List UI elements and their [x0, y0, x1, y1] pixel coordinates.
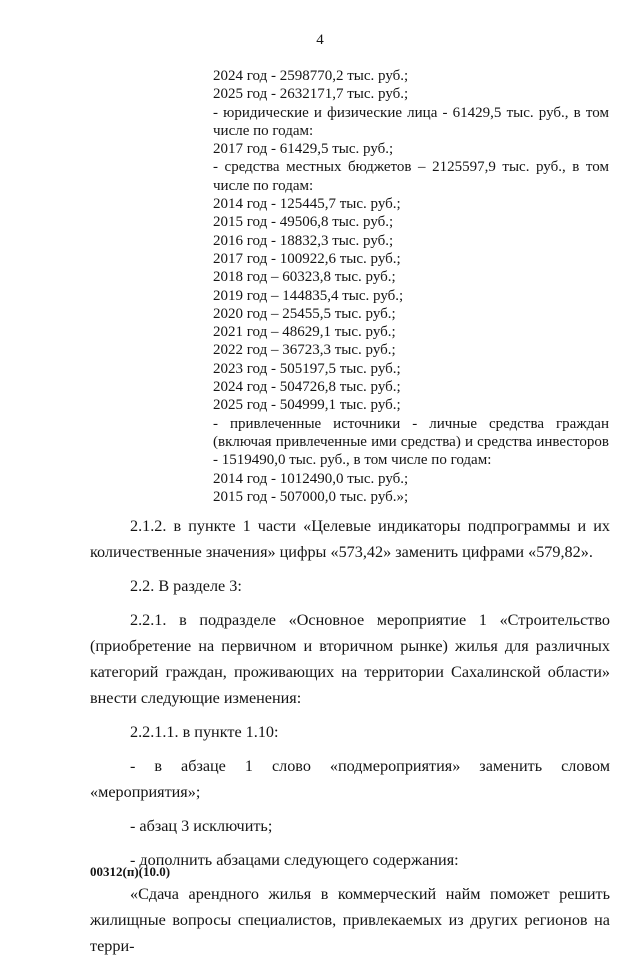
document-code: 00312(п)(10.0): [90, 864, 171, 879]
list-line: 2018 год – 60323,8 тыс. руб.;: [213, 269, 396, 286]
paragraph: - в абзаце 1 слово «подмероприятия» заменить словом «мероприятия»;: [90, 757, 610, 801]
paragraph: «Сдача арендного жилья в коммерческий найм поможет решить жилищные вопросы специалистов, привлекаемых из других регионов на терри-: [90, 885, 610, 955]
list-line: 2024 год - 2598770,2 тыс. руб.;: [213, 68, 409, 84]
paragraph: 2.2.1. в подразделе «Основное мероприятие 1 «Строительство (приобретение на первичном и вторичном рынке) жилья для различных категорий граждан, проживающих на территории Сахалинской области» внести следующие изменения:: [90, 611, 610, 707]
paragraph: - абзац 3 исключить;: [130, 817, 273, 835]
list-line: 2015 год - 49506,8 тыс. руб.;: [213, 214, 394, 231]
list-line: 2023 год - 505197,5 тыс. руб.;: [213, 360, 401, 377]
list-line: 2017 год - 100922,6 тыс. руб.;: [213, 250, 401, 267]
list-line: - средства местных бюджетов – 2125597,9 тыс. руб., в том числе по годам:: [213, 159, 609, 194]
list-line: 2025 год - 504999,1 тыс. руб.;: [213, 397, 401, 414]
paragraph: 2.2. В разделе 3:: [130, 577, 242, 595]
list-line: 2015 год - 507000,0 тыс. руб.»;: [213, 488, 409, 505]
list-line: 2019 год – 144835,4 тыс. руб.;: [213, 287, 404, 304]
list-line: 2016 год - 18832,3 тыс. руб.;: [213, 232, 394, 249]
list-line: 2025 год - 2632171,7 тыс. руб.;: [213, 86, 409, 103]
paragraph: 2.1.2. в пункте 1 части «Целевые индикаторы подпрограммы и их количественные значения» цифры «573,42» заменить цифрами «579,82».: [90, 517, 610, 561]
amendment-text: [90, 513, 610, 959]
list-line: - привлеченные источники - личные средства граждан (включая привлеченные ими средства) и средства инвесторов - 1519490,0 тыс. руб., в том числе по годам:: [213, 415, 609, 469]
list-line: - юридические и физические лица - 61429,5 тыс. руб., в том числе по годам:: [213, 104, 609, 139]
page-number: 4: [316, 32, 324, 48]
list-line: 2017 год - 61429,5 тыс. руб.;: [213, 141, 394, 158]
list-line: 2014 год - 1012490,0 тыс. руб.;: [213, 470, 409, 487]
list-line: 2020 год – 25455,5 тыс. руб.;: [213, 305, 396, 322]
funding-list: [213, 67, 609, 506]
list-line: 2021 год – 48629,1 тыс. руб.;: [213, 324, 396, 341]
list-line: 2022 год – 36723,3 тыс. руб.;: [213, 342, 396, 359]
paragraph: - дополнить абзацами следующего содержания:: [130, 851, 459, 869]
list-line: 2024 год - 504726,8 тыс. руб.;: [213, 379, 401, 396]
paragraph: 2.2.1.1. в пункте 1.10:: [130, 723, 279, 741]
list-line: 2014 год - 125445,7 тыс. руб.;: [213, 196, 401, 213]
